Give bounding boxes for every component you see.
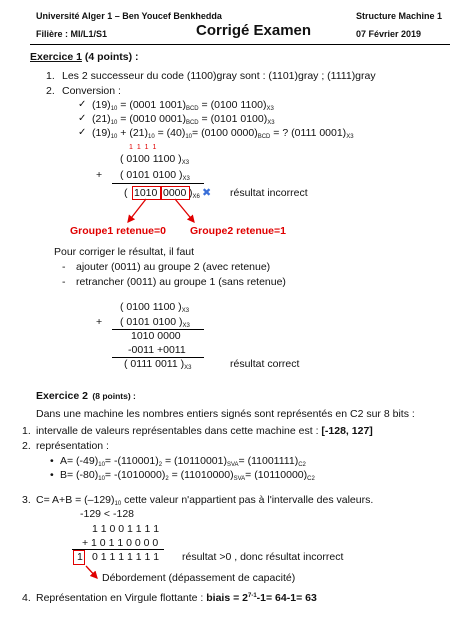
fix-step2: retrancher (0011) au groupe 1 (sans retenue) — [76, 276, 286, 288]
ex2-q2-number: 2. — [22, 440, 31, 452]
ex2-q4-answer: biais = $2^{7-1}-1= 64-1= 63$ — [206, 592, 317, 604]
exercise2-points: (8 points) : — [92, 391, 136, 401]
add2-row2: ( 0101 0100 )$_{X3}$ — [120, 316, 190, 329]
add1-row1: ( 0100 1100 )$_{X3}$ — [120, 153, 190, 166]
course-name: Structure Machine 1 — [356, 11, 443, 21]
add2-plus: + — [96, 316, 103, 328]
carry-highlight-box — [73, 550, 85, 565]
ex1-q2-number: 2. — [46, 85, 55, 97]
ex2-q3-number: 3. — [22, 494, 31, 506]
rep-a: $A= (-49)_{10}= -(110001)_2 = (10110001)_{SVA}= (11001111)_{C2}$ — [60, 455, 306, 468]
exercise1-points: (4 points) : — [84, 51, 139, 63]
add2-row1: ( 0100 1100 )$_{X3}$ — [120, 301, 190, 314]
inequality: -129 < -128 — [80, 508, 134, 520]
bullet-icon: • — [50, 469, 54, 481]
ex2-q3: $C= A+B = (-129)_{10}$ cette valeur n'appartient pas à l'intervalle des valeurs. — [36, 494, 374, 507]
filiere: Filière : MI/L1/S1 — [36, 29, 108, 39]
ex2-q4-number: 4. — [22, 592, 31, 604]
arrow-to-groupe2 — [175, 199, 194, 222]
check-icon: ✓ — [78, 127, 87, 138]
conversion-sum: $(19)_{10} + (21)_{10} = (40)_{10}= (0100$ $0000)_{BCD}$ = ? (0111 $0001)_{X3}$ — [92, 127, 354, 140]
arrow-to-groupe1 — [128, 199, 146, 222]
binary-a: 1 1 0 0 1 1 1 1 — [92, 523, 160, 535]
add1-result-label: résultat incorrect — [230, 187, 308, 199]
binary-b: + 1 0 1 1 0 0 0 0 — [82, 537, 159, 549]
groupe2-label: Groupe2 retenue=1 — [190, 225, 286, 237]
carry-digits: 1 1 1 1 — [129, 144, 158, 151]
check-icon: ✓ — [78, 99, 87, 110]
binary-sum-line — [72, 549, 164, 550]
rep-b: $B= (-80)_{10}= -(1010000)_2 = (11010000)_{SVA}= (10110000)_{C2}$ — [60, 469, 315, 482]
fix-step1: ajouter (0011) au groupe 2 (avec retenue) — [76, 261, 271, 273]
groupe1-label: Groupe1 retenue=0 — [70, 225, 166, 237]
ex1-q2-text: Conversion : — [62, 85, 121, 97]
add2-result-label: résultat correct — [230, 358, 300, 370]
conversion-19: $(19)_{10} = (0001$ $1001)_{BCD} = (0100$ $1100)_{X3}$ — [92, 99, 274, 112]
add1-result-open: ( — [124, 187, 128, 199]
binary-result-label: résultat >0 , donc résultat incorrect — [182, 551, 344, 563]
overflow-label: Débordement (dépassement de capacité) — [102, 572, 296, 584]
conversion-21: $(21)_{10} = (0010$ $0001)_{BCD} = (0101$ $0100)_{X3}$ — [92, 113, 275, 126]
ex2-q1: intervalle de valeurs représentables dans cette machine est : [-128, 127] — [36, 425, 373, 437]
add2-correction-row: -0011 +0011 — [128, 344, 186, 356]
fix-intro: Pour corriger le résultat, il faut — [54, 246, 195, 258]
add1-plus: + — [96, 169, 103, 181]
binary-carry: 1 — [77, 551, 83, 563]
arrow-to-overflow — [86, 566, 97, 578]
exercise2-title: Exercice 2 — [36, 390, 88, 402]
exam-date: 07 Février 2019 — [356, 29, 422, 39]
add1-result-group1: 1010 — [134, 187, 158, 199]
fix-dash: - — [62, 276, 66, 288]
fix-dash: - — [62, 261, 66, 273]
ex2-q1-answer: [-128, 127] — [321, 425, 373, 437]
ex1-q1-number: 1. — [46, 70, 55, 82]
add2-result: ( 0111 0011 )$_{X3}$ — [124, 358, 192, 371]
cross-icon: ✖ — [202, 186, 212, 199]
university-name: Université Alger 1 – Ben Youcef Benkhedda — [36, 11, 222, 21]
add1-row2: ( 0101 0100 )$_{X3}$ — [120, 169, 190, 182]
ex2-q1-number: 1. — [22, 425, 31, 437]
binary-result: 0 1 1 1 1 1 1 1 — [92, 551, 160, 563]
ex2-q2-text: représentation : — [36, 440, 109, 452]
bullet-icon: • — [50, 455, 54, 467]
ex1-q1-text: Les 2 successeur du code (1100)gray sont : (1101)gray ; (1111)gray — [62, 70, 376, 82]
add2-row3: 1010 0000 — [131, 330, 181, 342]
check-icon: ✓ — [78, 113, 87, 124]
page-title: Corrigé Examen — [196, 22, 312, 39]
add1-result-group2: 0000 — [163, 187, 187, 199]
ex2-intro: Dans une machine les nombres entiers signés sont représentés en C2 sur 8 bits : — [36, 408, 415, 420]
exercise2-heading — [36, 386, 136, 404]
exercise1-title: Exercice 1 — [30, 51, 82, 63]
ex2-q4: Représentation en Virgule flottante : biais = $2^{7-1}-1= 64-1= 63$ — [36, 592, 317, 604]
add1-result-close: )$_{X6}$ — [189, 187, 200, 200]
